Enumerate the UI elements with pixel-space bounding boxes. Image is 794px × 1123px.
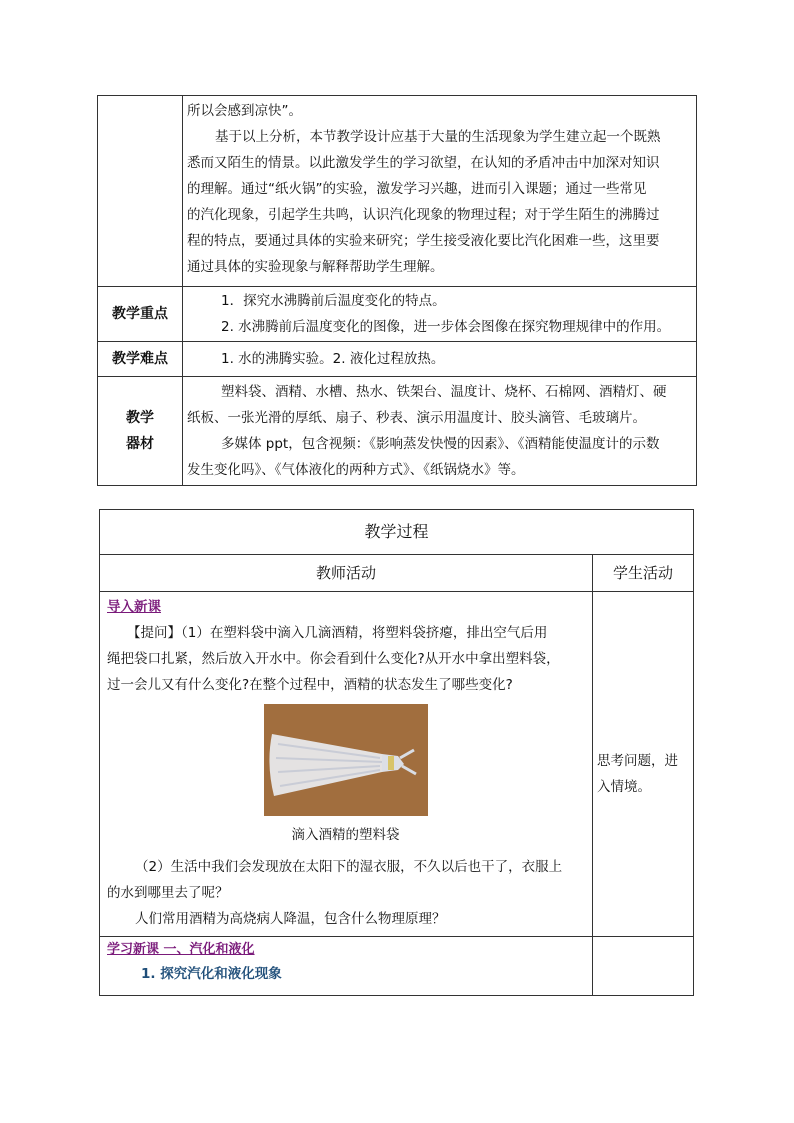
question2-line: （2）生活中我们会发现放在太阳下的湿衣服，不久以后也干了，衣服上: [135, 859, 563, 875]
materials-label: [98, 377, 183, 486]
process-header-row: [100, 555, 694, 592]
analysis-line: 的理解。通过“纸火锅”的实验，激发学习兴趣，进而引入课题；通过一些常见: [187, 181, 647, 197]
lesson-info-table: [97, 95, 697, 486]
new-lesson-heading: 学习新课 一、汽化和液化: [107, 942, 255, 957]
key-points-label: 教学重点: [98, 287, 183, 342]
question3: 人们常用酒精为高烧病人降温，包含什么物理原理？: [135, 911, 446, 927]
analysis-line: 基于以上分析，本节教学设计应基于大量的生活现象为学生建立起一个既熟: [215, 129, 661, 145]
key-point: 2. 水沸腾前后温度变化的图像，进一步体会图像在探究物理规律中的作用。: [221, 319, 671, 335]
analysis-label-cell: [98, 96, 183, 287]
key-points-row: [98, 287, 697, 342]
analysis-content: [183, 96, 697, 287]
plastic-bag-photo: [264, 704, 428, 816]
question2-line: 的水到哪里去了呢？: [107, 885, 229, 901]
analysis-line: 通过具体的实验现象与解释帮助学生理解。: [187, 259, 444, 275]
analysis-tail: 所以会感到凉快”。: [187, 103, 302, 119]
analysis-row: [98, 96, 697, 287]
difficulties-row: [98, 342, 697, 377]
intro-row: [100, 592, 694, 937]
difficulties-label: 教学难点: [98, 342, 183, 377]
difficulties-content: [183, 342, 697, 377]
analysis-line: 程的特点，要通过具体的实验来研究；学生接受液化要比汽化困难一些，这里要: [187, 233, 660, 249]
intro-heading: 导入新课: [107, 599, 161, 615]
process-title: 教学过程: [100, 510, 694, 555]
key-points-content: [183, 287, 697, 342]
materials-line: 多媒体 ppt，包含视频：《影响蒸发快慢的因素》、《酒精能使温度计的示数: [221, 436, 660, 452]
question-line: 过一会儿又有什么变化?在整个过程中，酒精的状态发生了哪些变化?: [107, 677, 513, 693]
student-activity-header: 学生活动: [593, 555, 694, 592]
sub-heading: 1. 探究汽化和液化现象: [141, 966, 282, 982]
materials-row: [98, 377, 697, 486]
new-lesson-row: [100, 937, 694, 996]
plastic-bag-image: [264, 704, 428, 816]
materials-line: 发生变化吗》、《气体液化的两种方式》、《纸锅烧水》等。: [187, 462, 525, 478]
difficulty-text: 1. 水的沸腾实验。2. 液化过程放热。: [221, 351, 445, 367]
new-lesson-student-cell: [593, 937, 694, 996]
teacher-activity-header: 教师活动: [100, 555, 593, 592]
materials-line: 纸板、一张光滑的厚纸、扇子、秒表、演示用温度计、胶头滴管、毛玻璃片。: [187, 410, 646, 426]
materials-content: [183, 377, 697, 486]
materials-line: 塑料袋、酒精、水槽、热水、铁架台、温度计、烧杯、石棉网、酒精灯、硬: [221, 384, 667, 400]
key-point: 1．探究水沸腾前后温度变化的特点。: [221, 293, 446, 309]
materials-label-line2: 器材: [126, 436, 154, 452]
student-activity-line: 思考问题，进: [597, 753, 678, 769]
new-lesson-teacher-cell: [100, 937, 593, 996]
photo-caption: 滴入酒精的塑料袋: [291, 827, 400, 843]
teaching-process-table: [99, 509, 694, 996]
process-title-row: [100, 510, 694, 555]
analysis-line: 的汽化现象，引起学生共鸣，认识汽化现象的物理过程；对于学生陌生的沸腾过: [187, 207, 660, 223]
analysis-line: 悉而又陌生的情景。以此激发学生的学习欲望，在认知的矛盾冲击中加深对知识: [187, 155, 660, 171]
question-line: 【提问】（1）在塑料袋中滴入几滴酒精，将塑料袋挤瘪，排出空气后用: [127, 625, 548, 641]
materials-label-line1: 教学: [126, 410, 154, 426]
intro-teacher-cell: [100, 592, 593, 937]
intro-student-cell: [593, 592, 694, 937]
question-line: 绳把袋口扎紧，然后放入开水中。你会看到什么变化?从开水中拿出塑料袋，: [107, 651, 560, 667]
student-activity-line: 入情境。: [597, 779, 651, 795]
